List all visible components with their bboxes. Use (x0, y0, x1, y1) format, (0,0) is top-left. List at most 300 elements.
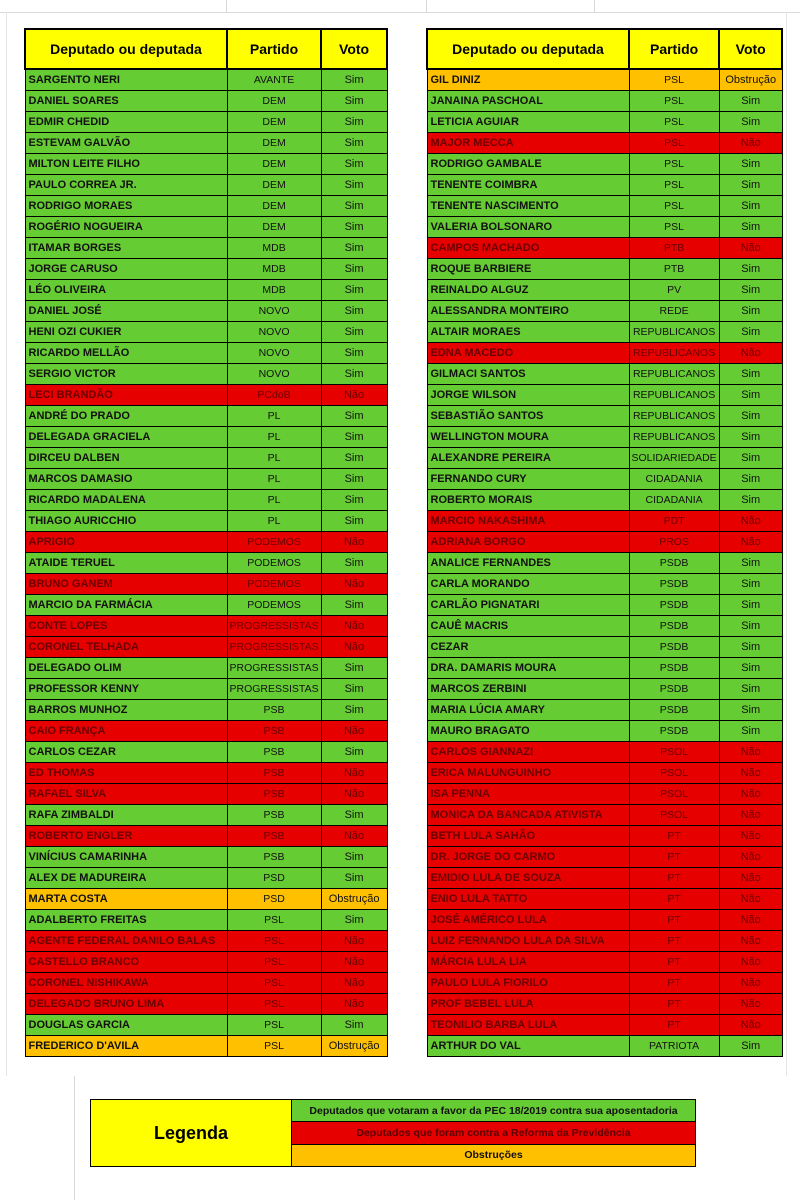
table-row (25, 385, 387, 406)
deputy-name: DANIEL JOSÉ (25, 301, 227, 322)
deputy-vote: Sim (719, 616, 782, 637)
table-row (25, 154, 387, 175)
deputy-party: PSL (227, 931, 321, 952)
table-row (25, 721, 387, 742)
deputy-name: JANAINA PASCHOAL (427, 91, 629, 112)
deputy-vote: Sim (719, 364, 782, 385)
table-row (427, 112, 782, 133)
deputy-name: RODRIGO MORAES (25, 196, 227, 217)
deputy-party: PDT (629, 511, 719, 532)
deputy-vote: Obstrução (719, 69, 782, 91)
deputy-name: HENI OZI CUKIER (25, 322, 227, 343)
table-header-row (25, 29, 387, 69)
deputy-party: PSOL (629, 784, 719, 805)
table-row (427, 322, 782, 343)
deputy-name: SERGIO VICTOR (25, 364, 227, 385)
table-row (25, 364, 387, 385)
deputy-name: ROQUE BARBIERE (427, 259, 629, 280)
deputy-vote: Não (719, 910, 782, 931)
deputy-party: MDB (227, 238, 321, 259)
deputy-name: DELEGADO BRUNO LIMA (25, 994, 227, 1015)
deputy-party: PSL (629, 175, 719, 196)
table-row (25, 112, 387, 133)
deputy-vote: Não (321, 385, 387, 406)
table-row (427, 490, 782, 511)
deputy-name: PAULO LULA FIORILO (427, 973, 629, 994)
deputy-vote: Sim (321, 469, 387, 490)
table-row (25, 994, 387, 1015)
deputy-vote: Não (321, 826, 387, 847)
deputy-party: PSDB (629, 637, 719, 658)
table-row (427, 259, 782, 280)
deputy-vote: Sim (321, 448, 387, 469)
deputy-vote: Sim (321, 847, 387, 868)
deputy-party: PSD (227, 889, 321, 910)
deputy-vote: Sim (321, 490, 387, 511)
table-row (25, 280, 387, 301)
deputy-party: PL (227, 406, 321, 427)
deputy-party: PTB (629, 259, 719, 280)
table-row (427, 364, 782, 385)
deputy-name: CEZAR (427, 637, 629, 658)
deputy-vote: Sim (321, 69, 387, 91)
deputy-party: PSB (227, 826, 321, 847)
deputy-vote: Sim (321, 322, 387, 343)
deputy-party: DEM (227, 91, 321, 112)
deputy-party: PSOL (629, 742, 719, 763)
deputy-name: BRUNO GANEM (25, 574, 227, 595)
deputy-party: PSB (227, 805, 321, 826)
deputy-party: PODEMOS (227, 574, 321, 595)
table-row (427, 574, 782, 595)
deputy-vote: Sim (719, 574, 782, 595)
deputy-vote: Não (321, 973, 387, 994)
deputy-party: PSL (629, 196, 719, 217)
deputy-name: MARCIO DA FARMÁCIA (25, 595, 227, 616)
deputy-party: PATRIOTA (629, 1036, 719, 1057)
table-row (25, 91, 387, 112)
table-row (427, 679, 782, 700)
deputy-party: REPUBLICANOS (629, 364, 719, 385)
deputy-vote: Sim (719, 322, 782, 343)
table-row (25, 700, 387, 721)
table-row (427, 868, 782, 889)
table-row (427, 658, 782, 679)
deputy-party: PSL (227, 952, 321, 973)
deputy-party: PSL (227, 973, 321, 994)
table-row (427, 427, 782, 448)
deputy-vote: Não (719, 742, 782, 763)
table-row (427, 301, 782, 322)
deputy-vote: Sim (719, 427, 782, 448)
deputy-vote: Sim (321, 511, 387, 532)
deputy-name: RAFA ZIMBALDI (25, 805, 227, 826)
deputy-name: ROBERTO ENGLER (25, 826, 227, 847)
deputy-vote: Sim (719, 1036, 782, 1057)
deputy-party: PROS (629, 532, 719, 553)
table-row (25, 511, 387, 532)
deputy-name: LECI BRANDÃO (25, 385, 227, 406)
deputy-party: PROGRESSISTAS (227, 658, 321, 679)
legend-items (292, 1100, 695, 1166)
table-row (25, 868, 387, 889)
deputy-name: EMIDIO LULA DE SOUZA (427, 868, 629, 889)
deputy-vote: Não (719, 868, 782, 889)
deputy-party: PV (629, 280, 719, 301)
deputy-vote: Não (321, 994, 387, 1015)
deputy-name: MÁRCIA LULA LIA (427, 952, 629, 973)
table-row (25, 595, 387, 616)
deputy-party: PSL (227, 994, 321, 1015)
deputy-vote: Não (719, 889, 782, 910)
deputy-vote: Sim (321, 427, 387, 448)
table-row (25, 1015, 387, 1036)
table-row (25, 910, 387, 931)
deputy-party: NOVO (227, 343, 321, 364)
deputy-name: FERNANDO CURY (427, 469, 629, 490)
deputy-name: DRA. DAMARIS MOURA (427, 658, 629, 679)
table-row (427, 133, 782, 154)
deputy-name: GILMACI SANTOS (427, 364, 629, 385)
sheet-gridline (786, 12, 787, 1076)
table-row (427, 595, 782, 616)
deputy-name: TEONILIO BARBA LULA (427, 1015, 629, 1036)
deputy-vote: Sim (719, 112, 782, 133)
deputy-party: REPUBLICANOS (629, 322, 719, 343)
table-row (25, 553, 387, 574)
table-row (25, 301, 387, 322)
deputy-vote: Não (719, 133, 782, 154)
deputy-vote: Sim (719, 721, 782, 742)
deputy-name: VALERIA BOLSONARO (427, 217, 629, 238)
legend-item-nao: Deputados que foram contra a Reforma da Previdência (292, 1122, 695, 1144)
deputy-vote: Sim (719, 91, 782, 112)
table-row (25, 343, 387, 364)
table-row (25, 490, 387, 511)
deputy-vote: Obstrução (321, 889, 387, 910)
deputy-vote: Sim (321, 196, 387, 217)
deputy-name: THIAGO AURICCHIO (25, 511, 227, 532)
header-name: Deputado ou deputada (427, 29, 629, 69)
deputy-name: PAULO CORREA JR. (25, 175, 227, 196)
deputy-vote: Não (719, 1015, 782, 1036)
deputy-party: PSB (227, 700, 321, 721)
deputy-vote: Sim (719, 595, 782, 616)
deputy-party: PT (629, 973, 719, 994)
deputy-party: PSDB (629, 616, 719, 637)
header-name: Deputado ou deputada (25, 29, 227, 69)
table-row (427, 175, 782, 196)
deputy-vote: Não (719, 343, 782, 364)
deputy-party: NOVO (227, 364, 321, 385)
deputy-vote: Sim (321, 910, 387, 931)
deputy-name: ALTAIR MORAES (427, 322, 629, 343)
deputy-party: PT (629, 826, 719, 847)
table-row (427, 69, 782, 91)
deputy-name: MARTA COSTA (25, 889, 227, 910)
table-row (427, 763, 782, 784)
deputy-party: PSL (629, 133, 719, 154)
deputy-party: DEM (227, 112, 321, 133)
deputy-party: PSDB (629, 679, 719, 700)
sheet-gridline (594, 0, 595, 12)
table-row (25, 889, 387, 910)
deputy-party: PL (227, 469, 321, 490)
table-row (427, 889, 782, 910)
table-row (25, 637, 387, 658)
deputy-party: PSB (227, 784, 321, 805)
deputy-vote: Sim (719, 448, 782, 469)
deputy-vote: Sim (321, 868, 387, 889)
deputy-vote: Sim (321, 553, 387, 574)
deputy-name: DELEGADO OLIM (25, 658, 227, 679)
deputy-vote: Não (719, 994, 782, 1015)
deputy-name: SEBASTIÃO SANTOS (427, 406, 629, 427)
deputy-party: SOLIDARIEDADE (629, 448, 719, 469)
deputy-party: AVANTE (227, 69, 321, 91)
deputy-vote: Sim (719, 196, 782, 217)
deputy-name: ADALBERTO FREITAS (25, 910, 227, 931)
deputy-party: PL (227, 448, 321, 469)
votes-table-right (426, 28, 783, 1057)
table-row (427, 553, 782, 574)
deputy-name: CAIO FRANÇA (25, 721, 227, 742)
deputy-vote: Sim (321, 301, 387, 322)
deputy-name: ARTHUR DO VAL (427, 1036, 629, 1057)
table-row (427, 973, 782, 994)
deputy-vote: Não (321, 952, 387, 973)
sheet-gridline (0, 12, 800, 13)
votes-table-left-body (25, 69, 387, 1057)
deputy-vote: Sim (719, 490, 782, 511)
table-row (427, 784, 782, 805)
deputy-name: ISA PENNA (427, 784, 629, 805)
table-row (25, 931, 387, 952)
table-row (427, 742, 782, 763)
deputy-name: EDMIR CHEDID (25, 112, 227, 133)
deputy-party: REPUBLICANOS (629, 427, 719, 448)
table-row (25, 847, 387, 868)
deputy-name: DELEGADA GRACIELA (25, 427, 227, 448)
table-row (25, 658, 387, 679)
deputy-vote: Sim (321, 154, 387, 175)
deputy-vote: Sim (321, 1015, 387, 1036)
deputy-vote: Sim (321, 658, 387, 679)
deputy-vote: Sim (719, 406, 782, 427)
table-row (25, 763, 387, 784)
table-row (25, 826, 387, 847)
deputy-name: MARIA LÚCIA AMARY (427, 700, 629, 721)
sheet-gridline (6, 12, 7, 1076)
table-row (25, 259, 387, 280)
table-row (427, 154, 782, 175)
table-row (427, 196, 782, 217)
deputy-name: CORONEL TELHADA (25, 637, 227, 658)
legend-item-sim: Deputados que votaram a favor da PEC 18/2019 contra sua aposentadoria (292, 1100, 695, 1122)
deputy-party: REDE (629, 301, 719, 322)
table-row (25, 616, 387, 637)
deputy-name: RAFAEL SILVA (25, 784, 227, 805)
table-row (25, 532, 387, 553)
deputy-vote: Sim (719, 469, 782, 490)
deputy-name: CAMPOS MACHADO (427, 238, 629, 259)
deputy-vote: Não (321, 721, 387, 742)
deputy-party: PSL (629, 217, 719, 238)
deputy-party: PSD (227, 868, 321, 889)
table-row (427, 448, 782, 469)
table-row (427, 385, 782, 406)
deputy-vote: Sim (321, 280, 387, 301)
deputy-vote: Sim (719, 700, 782, 721)
table-row (427, 637, 782, 658)
header-party: Partido (227, 29, 321, 69)
deputy-vote: Não (719, 931, 782, 952)
deputy-party: PSDB (629, 658, 719, 679)
deputy-vote: Sim (321, 217, 387, 238)
sheet-gridline (426, 0, 427, 12)
table-row (25, 322, 387, 343)
deputy-name: APRIGIO (25, 532, 227, 553)
deputy-party: PROGRESSISTAS (227, 637, 321, 658)
deputy-party: PCdoB (227, 385, 321, 406)
table-row (25, 1036, 387, 1057)
table-row (25, 133, 387, 154)
header-vote: Voto (321, 29, 387, 69)
deputy-party: PSL (227, 1015, 321, 1036)
deputy-name: ROBERTO MORAIS (427, 490, 629, 511)
deputy-name: ADRIANA BORGO (427, 532, 629, 553)
deputy-name: ANALICE FERNANDES (427, 553, 629, 574)
deputy-name: JORGE WILSON (427, 385, 629, 406)
deputy-party: DEM (227, 175, 321, 196)
table-row (25, 175, 387, 196)
deputy-name: JOSÉ AMÉRICO LULA (427, 910, 629, 931)
header-vote: Voto (719, 29, 782, 69)
deputy-vote: Sim (321, 805, 387, 826)
deputy-party: PT (629, 889, 719, 910)
deputy-name: CARLOS GIANNAZI (427, 742, 629, 763)
deputy-vote: Sim (719, 658, 782, 679)
deputy-vote: Sim (321, 259, 387, 280)
deputy-name: TENENTE NASCIMENTO (427, 196, 629, 217)
deputy-vote: Sim (321, 91, 387, 112)
deputy-name: MARCOS ZERBINI (427, 679, 629, 700)
deputy-vote: Obstrução (321, 1036, 387, 1057)
deputy-party: PT (629, 931, 719, 952)
deputy-vote: Sim (321, 679, 387, 700)
table-row (25, 217, 387, 238)
deputy-vote: Sim (719, 217, 782, 238)
deputy-vote: Não (719, 826, 782, 847)
deputy-vote: Sim (719, 679, 782, 700)
deputy-vote: Não (321, 784, 387, 805)
deputy-party: REPUBLICANOS (629, 343, 719, 364)
deputy-name: BETH LULA SAHÃO (427, 826, 629, 847)
deputy-vote: Não (719, 511, 782, 532)
deputy-party: PSB (227, 742, 321, 763)
votes-table-left (24, 28, 388, 1057)
deputy-party: CIDADANIA (629, 469, 719, 490)
deputy-party: PT (629, 1015, 719, 1036)
deputy-name: LÉO OLIVEIRA (25, 280, 227, 301)
deputy-vote: Não (719, 973, 782, 994)
deputy-party: REPUBLICANOS (629, 385, 719, 406)
deputy-name: CARLÃO PIGNATARI (427, 595, 629, 616)
deputy-vote: Sim (321, 406, 387, 427)
deputy-vote: Não (719, 784, 782, 805)
table-row (25, 574, 387, 595)
deputy-vote: Sim (719, 637, 782, 658)
deputy-party: PSL (227, 910, 321, 931)
table-row (427, 910, 782, 931)
deputy-vote: Não (321, 931, 387, 952)
header-party: Partido (629, 29, 719, 69)
table-row (427, 532, 782, 553)
table-row (25, 469, 387, 490)
legend-item-obstrucao: Obstruções (292, 1145, 695, 1166)
table-row (427, 847, 782, 868)
table-row (427, 406, 782, 427)
deputy-name: ATAIDE TERUEL (25, 553, 227, 574)
deputy-name: FREDERICO D'AVILA (25, 1036, 227, 1057)
deputy-name: PROFESSOR KENNY (25, 679, 227, 700)
deputy-vote: Não (321, 616, 387, 637)
table-row (25, 427, 387, 448)
deputy-party: PT (629, 910, 719, 931)
table-row (25, 69, 387, 91)
deputy-party: PL (227, 490, 321, 511)
deputy-vote: Não (719, 805, 782, 826)
deputy-name: RICARDO MADALENA (25, 490, 227, 511)
deputy-name: MONICA DA BANCADA ATIVISTA (427, 805, 629, 826)
deputy-name: RODRIGO GAMBALE (427, 154, 629, 175)
deputy-name: TENENTE COIMBRA (427, 175, 629, 196)
table-row (427, 994, 782, 1015)
deputy-party: NOVO (227, 322, 321, 343)
deputy-party: CIDADANIA (629, 490, 719, 511)
deputy-party: PSDB (629, 721, 719, 742)
deputy-party: PSL (629, 91, 719, 112)
deputy-party: PT (629, 952, 719, 973)
deputy-party: PSB (227, 763, 321, 784)
table-row (25, 196, 387, 217)
deputy-vote: Não (719, 952, 782, 973)
deputy-vote: Não (321, 763, 387, 784)
table-row (427, 238, 782, 259)
table-row (427, 343, 782, 364)
sheet-gridline (74, 1076, 75, 1200)
deputy-party: PT (629, 994, 719, 1015)
table-row (427, 1036, 782, 1057)
deputy-vote: Sim (719, 154, 782, 175)
deputy-party: PSDB (629, 553, 719, 574)
sheet-gridline (226, 0, 227, 12)
table-row (25, 952, 387, 973)
deputy-name: ALESSANDRA MONTEIRO (427, 301, 629, 322)
deputy-vote: Sim (321, 112, 387, 133)
deputy-vote: Não (321, 574, 387, 595)
deputy-name: CASTELLO BRANCO (25, 952, 227, 973)
deputy-vote: Sim (321, 742, 387, 763)
deputy-name: MARCOS DAMASIO (25, 469, 227, 490)
table-row (25, 805, 387, 826)
deputy-name: MAURO BRAGATO (427, 721, 629, 742)
deputy-party: MDB (227, 280, 321, 301)
deputy-vote: Sim (321, 364, 387, 385)
deputy-vote: Sim (321, 133, 387, 154)
deputy-vote: Sim (719, 553, 782, 574)
deputy-party: PL (227, 511, 321, 532)
